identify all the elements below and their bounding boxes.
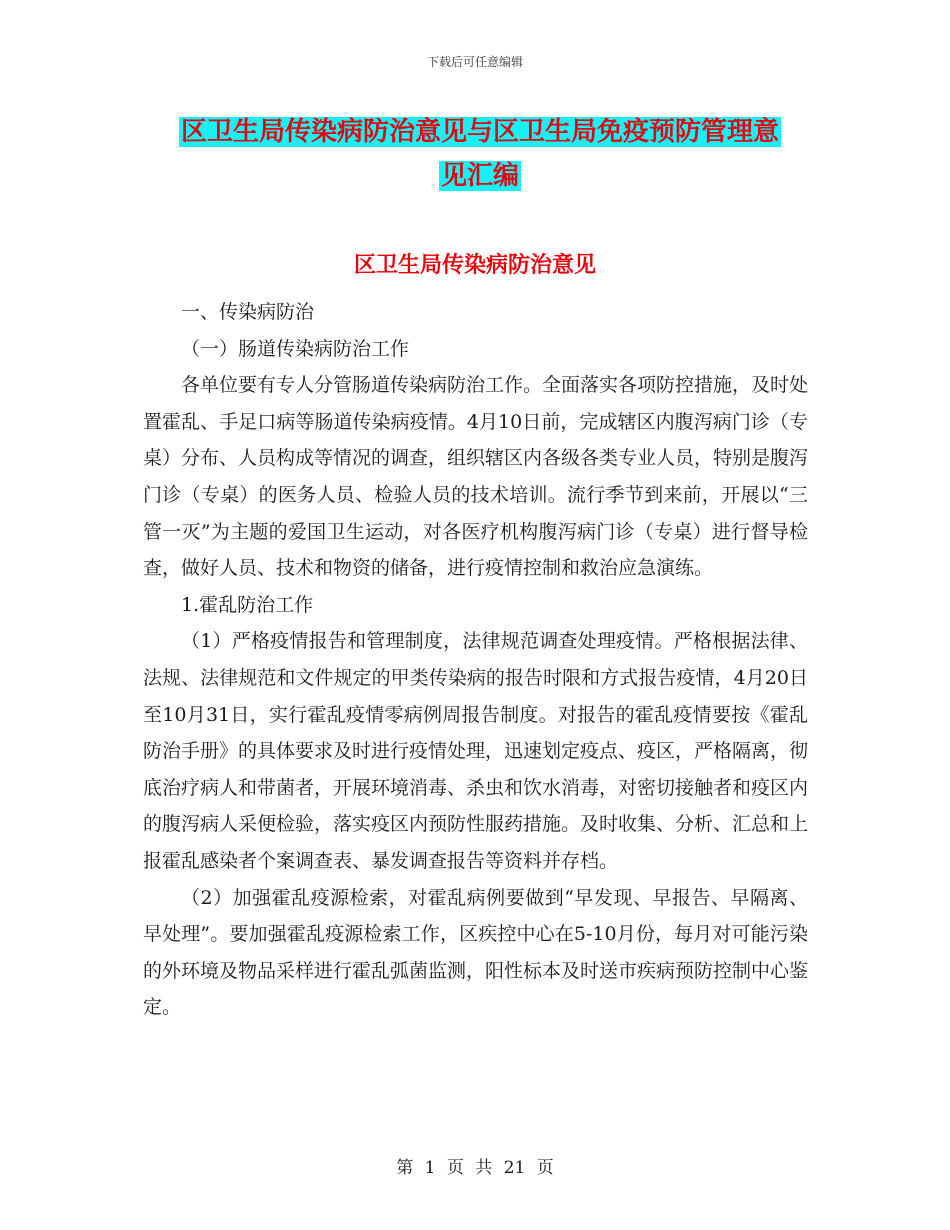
heading-level1: 一、传染病防治 xyxy=(181,301,315,323)
paragraph-intestinal: 各单位要有专人分管肠道传染病防治工作。全面落实各项防控措施，及时处置霍乱、手足口病等肠道传染病疫情。4月10日前，完成辖区内腹泻病门诊（专桌）分布、人员构成等情况的调查，组织辖区内各级各类专业人员，特别是腹泻门诊（专桌）的医务人员、检验人员的技术培训。流行季节到来前，开展以“三管一灭”为主题的爱国卫生运动，对各医疗机构腹泻病门诊（专桌）进行督导检查，做好人员、技术和物资的储备，进行疫情控制和救治应急演练。 xyxy=(143,374,809,580)
heading-level2: （一）肠道传染病防治工作 xyxy=(181,337,410,360)
document-title-line2: 见汇编 xyxy=(440,161,519,191)
paragraph-report-system: （1）严格疫情报告和管理制度，法律规范调查处理疫情。严格根据法律、法规、法律规范和文件规定的甲类传染病的报告时限和方式报告疫情，4月20日至10月31日，实行霍乱疫情零病例周报告制度。对报告的霍乱疫情要按《霍乱防治手册》的具体要求及时进行疫情处理，迅速划定疫点、疫区，严格隔离，彻底治疗病人和带菌者，开展环境消毒、杀虫和饮水消毒，对密切接触者和疫区内的腹泻病人采便检验，落实疫区内预防性服药措施。及时收集、分析、汇总和上报霍乱感染者个案调查表、暴发调查报告等资料并存档。 xyxy=(143,630,809,872)
paragraph-source-search: （2）加强霍乱疫源检索，对霍乱病例要做到“早发现、早报告、早隔离、早处理”。要加强霍乱疫源检索工作，区疾控中心在5-10月份，每月对可能污染的外环境及物品采样进行霍乱弧菌监测，阳性标本及时送市疾病预防控制中心鉴定。 xyxy=(143,886,809,1019)
document-title-line1: 区卫生局传染病防治意见与区卫生局免疫预防管理意 xyxy=(180,117,779,147)
document-title xyxy=(140,110,820,198)
document-body xyxy=(143,294,808,1026)
heading-level3: 1.霍乱防治工作 xyxy=(181,593,314,616)
page-header: 下载后可任意编辑 xyxy=(426,55,523,69)
page-number: 第 1 页 共 21 页 xyxy=(396,1158,554,1178)
section-title: 区卫生局传染病防治意见 xyxy=(353,253,596,278)
